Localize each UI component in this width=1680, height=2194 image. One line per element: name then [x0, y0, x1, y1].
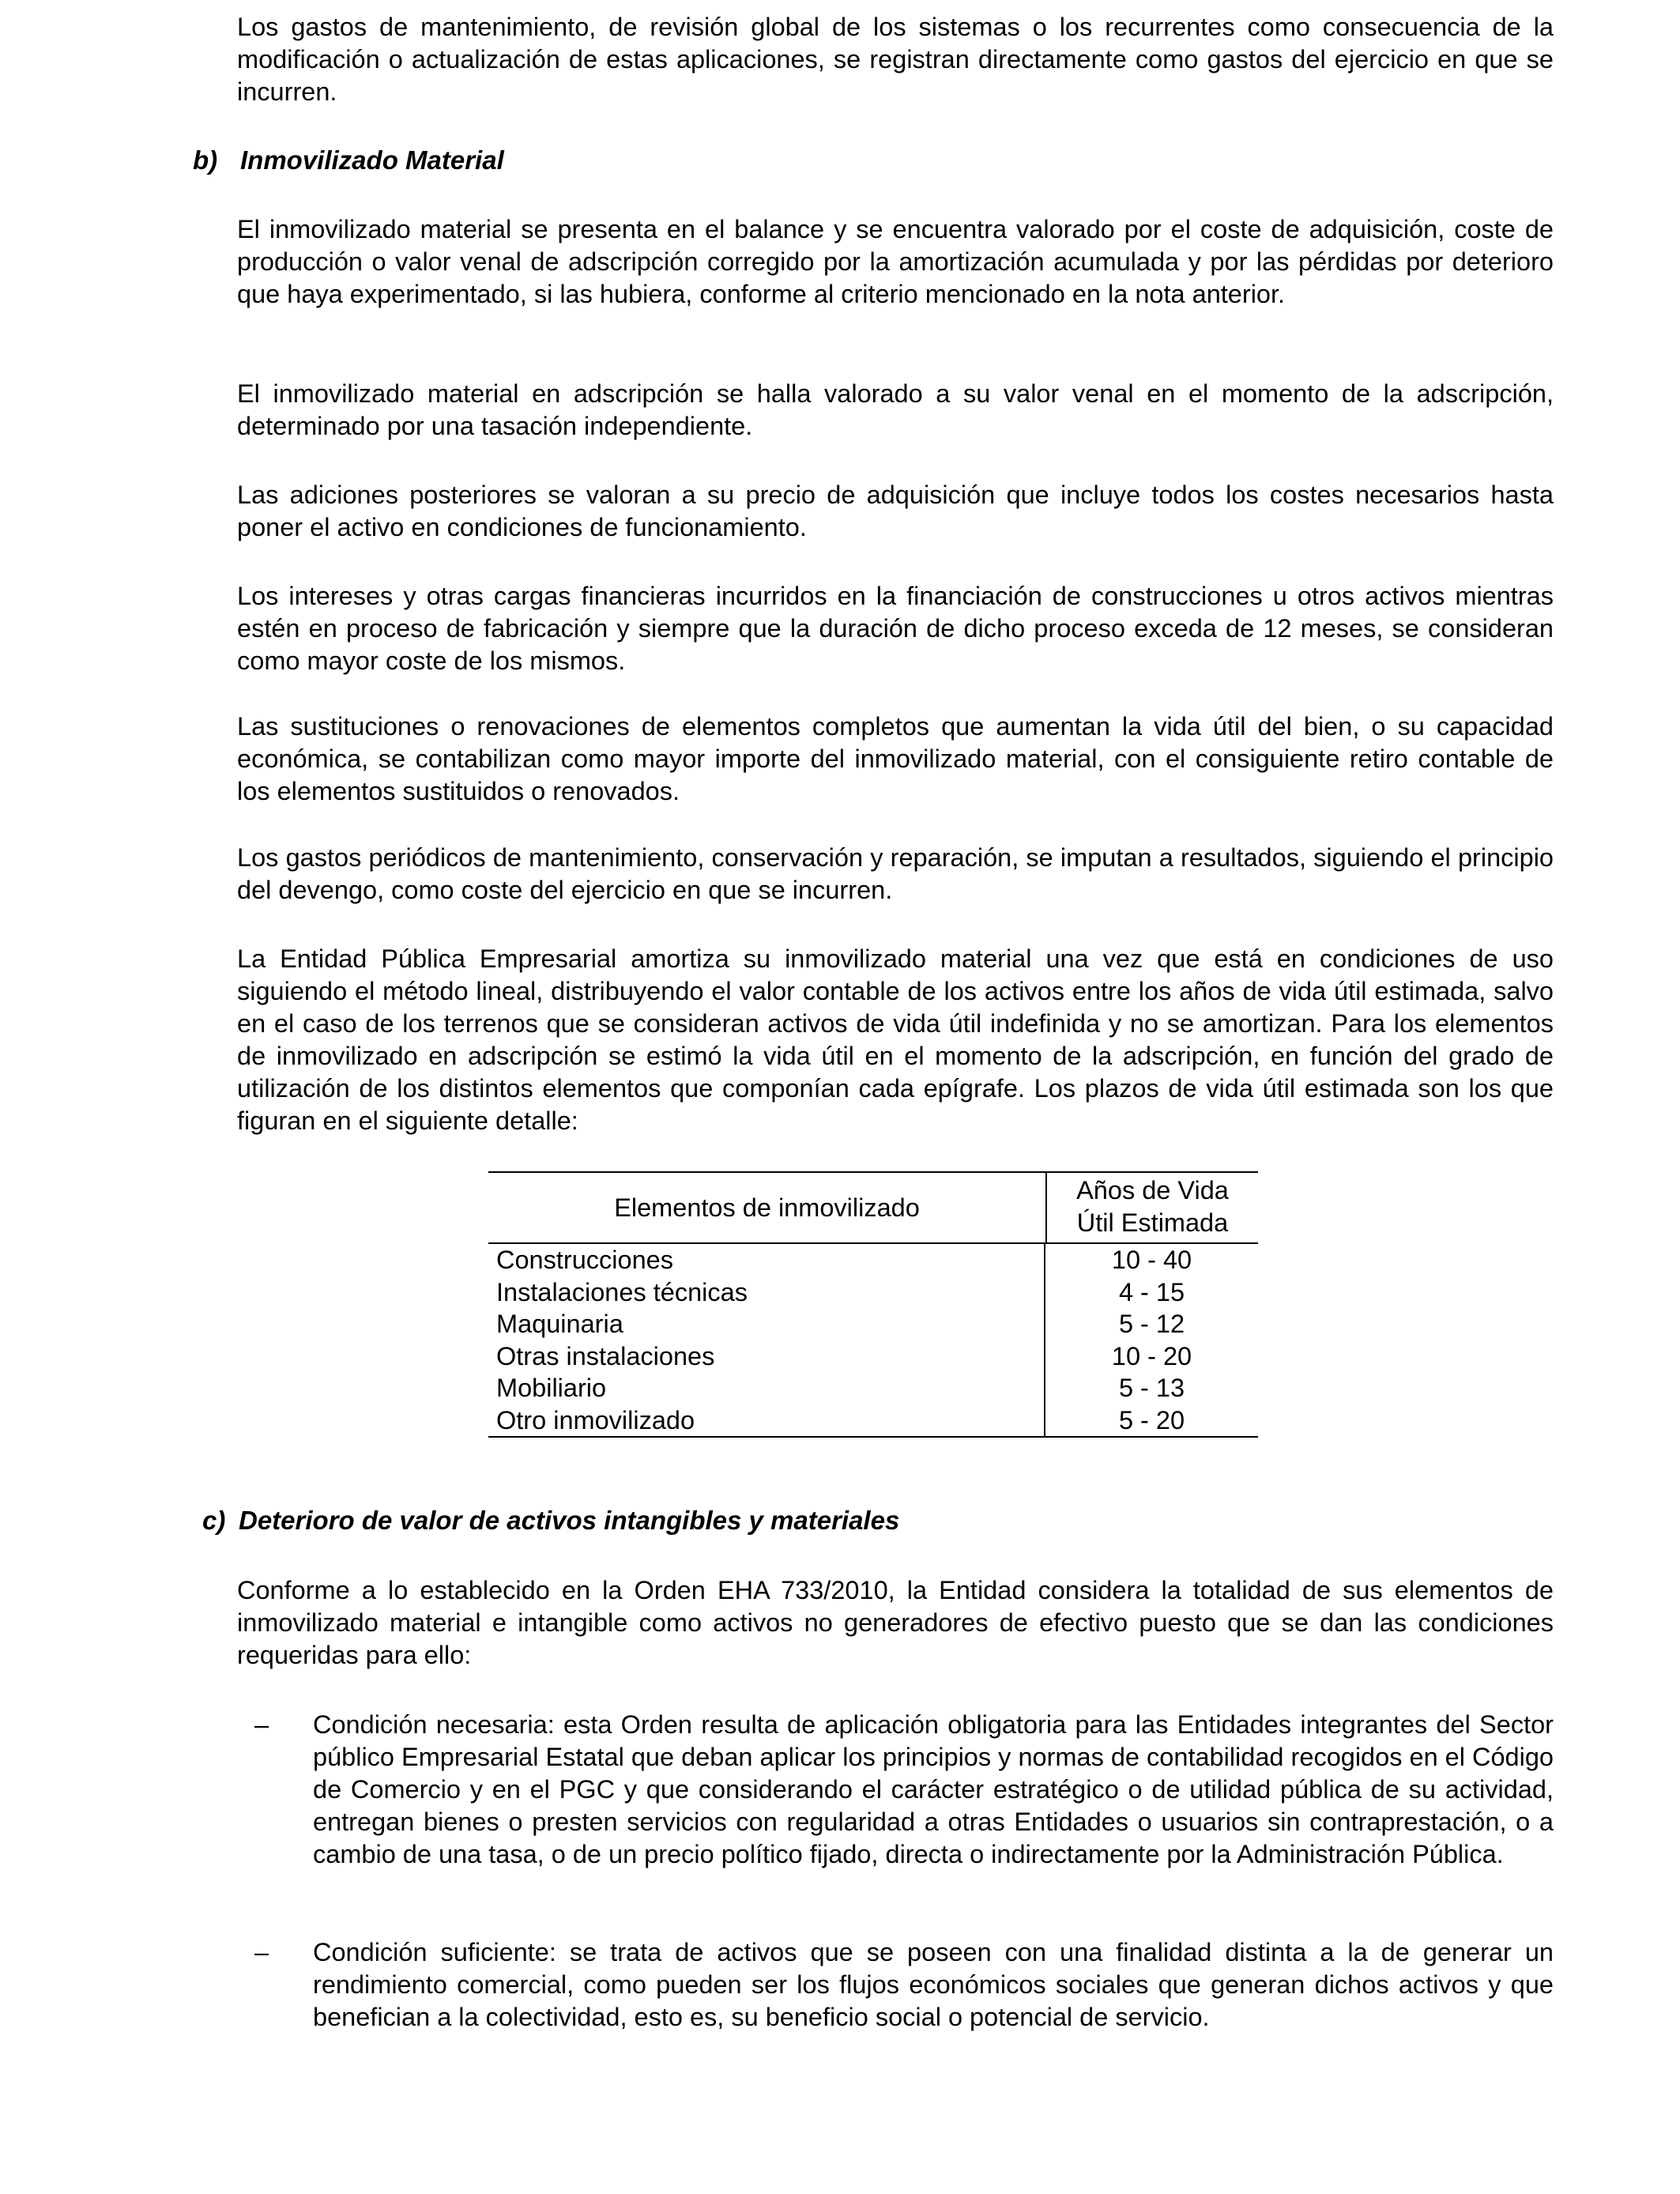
section-c-letter: c) [202, 1506, 226, 1535]
section-b-heading [193, 144, 504, 176]
section-b-paragraph-1: El inmovilizado material se presenta en el balance y se encuentra valorado por el coste de adquisición, coste de producción o valor venal de adscripción corregido por la amortización acumulada y por las pérdidas por deterioro que haya experimentado, si las hubiera, conforme al criterio mencionado en la nota anterior. [237, 215, 1554, 308]
table-header [488, 1173, 1258, 1244]
section-c-title: Deterioro de valor de activos intangibles y materiales [239, 1506, 900, 1535]
table-cell-years: 5 - 13 [1118, 1374, 1185, 1402]
table-cell-element: Mobiliario [488, 1372, 1045, 1404]
bullet-dash: – [254, 1710, 269, 1739]
table-cell-years: 5 - 20 [1118, 1405, 1185, 1434]
table-row [488, 1244, 1258, 1276]
table-row [488, 1276, 1258, 1309]
table-cell-element: Otro inmovilizado [488, 1404, 1045, 1437]
table-header-years-line1: Años de Vida [1076, 1176, 1229, 1204]
section-b-paragraph-7: La Entidad Pública Empresarial amortiza su inmovilizado material una vez que está en condiciones de uso siguiendo el método lineal, distribuyendo el valor contable de los activos entre los años de vida útil estimada, salvo en el caso de los terrenos que se consideran activos de vida útil indefinida y no se amortizan. Para los elementos de inmovilizado en adscripción se estimó la vida útil en el momento de la adscripción, en función del grado de utilización de los distintos elementos que componían cada epígrafe. Los plazos de vida útil estimada son los que figuran en el siguiente detalle: [237, 944, 1554, 1135]
table-header-years-line2: Útil Estimada [1076, 1208, 1229, 1237]
bullet-text: Condición suficiente: se trata de activos que se poseen con una finalidad distinta a la de generar un rendimiento comercial, como pueden ser los flujos económicos sociales que generan dichos activos y que benefician a la colectividad, esto es, su beneficio social o potencial de servicio. [313, 1938, 1554, 2031]
section-b-paragraph-4: Los intereses y otras cargas financieras incurridos en la financiación de construcciones u otros activos mientras estén en proceso de fabricación y siempre que la duración de dicho proceso exceda de 12 meses, se consideran como mayor coste de los mismos. [237, 582, 1554, 675]
table-cell-element: Construcciones [488, 1244, 1045, 1276]
section-c-paragraph: Conforme a lo establecido en la Orden EHA 733/2010, la Entidad considera la totalidad de sus elementos de inmovilizado material e intangible como activos no generadores de efectivo puesto que se dan las condiciones requeridas para ello: [237, 1576, 1554, 1669]
bullet-dash: – [254, 1938, 269, 1966]
table-cell-years: 5 - 12 [1118, 1310, 1185, 1338]
table-row [488, 1340, 1258, 1373]
table-cell-element: Instalaciones técnicas [488, 1276, 1045, 1309]
section-b-paragraph-6: Los gastos periódicos de mantenimiento, conservación y reparación, se imputan a resultados, siguiendo el principio del devengo, como coste del ejercicio en que se incurren. [237, 843, 1554, 904]
table-header-elements: Elementos de inmovilizado [488, 1173, 1047, 1242]
section-b-paragraph-2: El inmovilizado material en adscripción se halla valorado a su valor venal en el momento de la adscripción, determinado por una tasación independiente. [237, 379, 1554, 440]
section-b-paragraph-3: Las adiciones posteriores se valoran a su precio de adquisición que incluye todos los costes necesarios hasta poner el activo en condiciones de funcionamiento. [237, 481, 1554, 541]
section-b-paragraph-5: Las sustituciones o renovaciones de elementos completos que aumentan la vida útil del bien, o su capacidad económica, se contabilizan como mayor importe del inmovilizado material, con el consiguiente retiro contable de los elementos sustituidos o renovados. [237, 712, 1554, 805]
table-cell-years: 4 - 15 [1118, 1277, 1185, 1306]
intro-paragraph: Los gastos de mantenimiento, de revisión global de los sistemas o los recurrentes como consecuencia de la modificación o actualización de estas aplicaciones, se registran directamente como gastos del ejercicio en que se incurren. [237, 13, 1554, 106]
table-row [488, 1308, 1258, 1340]
section-c-heading [202, 1504, 899, 1536]
table-row [488, 1404, 1258, 1437]
table-row [488, 1372, 1258, 1404]
bullet-text: Condición necesaria: esta Orden resulta de aplicación obligatoria para las Entidades integrantes del Sector público Empresarial Estatal que deban aplicar los principios y normas de contabilidad recogidos en el Código de Comercio y en el PGC y que considerando el carácter estratégico o de utilidad pública de su actividad, entregan bienes o presten servicios con regularidad a otras Entidades o usuarios sin contraprestación, o a cambio de una tasa, o de un precio político fijado, directa o indirectamente por la Administración Pública. [313, 1710, 1554, 1868]
table-cell-element: Otras instalaciones [488, 1340, 1045, 1373]
table-cell-element: Maquinaria [488, 1308, 1045, 1340]
section-b-letter: b) [193, 145, 218, 175]
section-b-title: Inmovilizado Material [240, 145, 504, 175]
table-cell-years: 10 - 20 [1111, 1341, 1192, 1370]
table-header-years [1047, 1173, 1258, 1242]
useful-life-table [488, 1171, 1258, 1438]
table-cell-years: 10 - 40 [1111, 1246, 1192, 1274]
